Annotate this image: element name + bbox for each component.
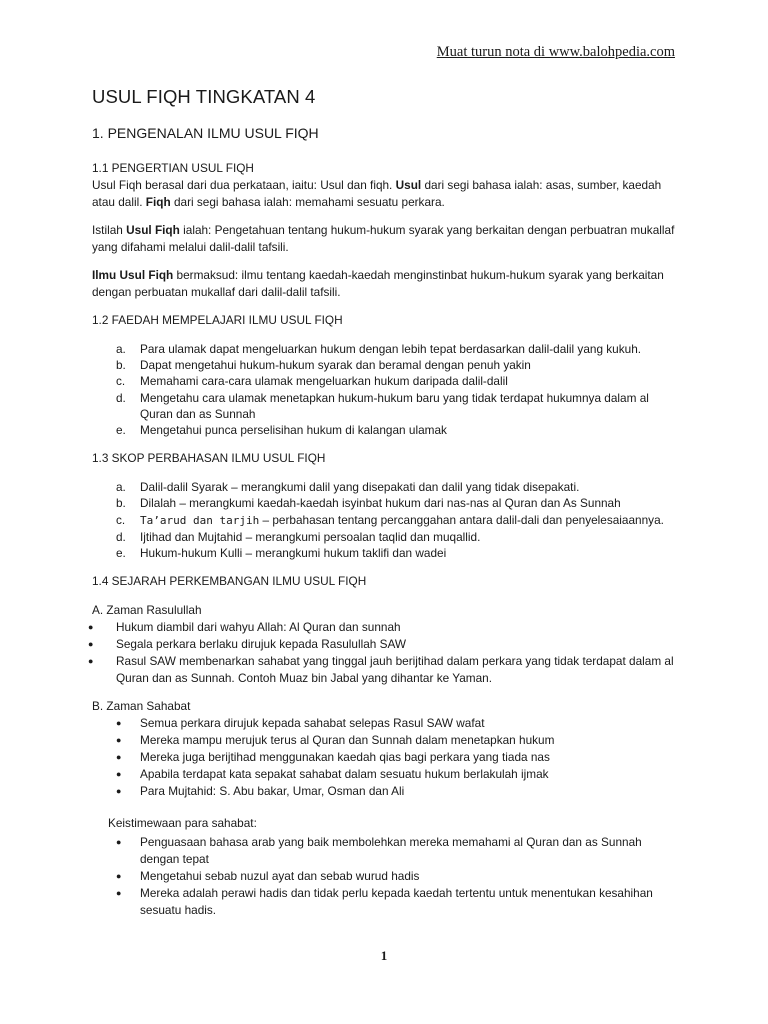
- list-item: [88, 653, 682, 687]
- list-item: [92, 545, 682, 561]
- definition-paragraph-3: [92, 267, 682, 301]
- list-marker: a.: [116, 342, 126, 356]
- subsection-1-2-heading: 1.2 FAEDAH MEMPELAJARI ILMU USUL FIQH: [92, 313, 343, 327]
- list-marker: c.: [116, 374, 126, 389]
- list-marker: b.: [116, 358, 126, 373]
- bold-term-usul-fiqh: Usul Fiqh: [126, 223, 180, 237]
- list-item: [92, 422, 682, 438]
- list-item: [92, 373, 682, 389]
- list-item-text: Para Mujtahid: S. Abu bakar, Umar, Osman dan Ali: [140, 784, 405, 799]
- text-span: Usul Fiqh berasal dari dua perkataan, iaitu: Usul dan fiqh.: [92, 178, 396, 192]
- list-item: [92, 341, 682, 357]
- list-item-text: Rasul SAW membenarkan sahabat yang tinggal jauh berijtihad dalam perkara yang tidak terdapat dalam al Quran dan as Sunnah. Contoh Muaz bin Jabal yang dihantar ke Yaman.: [116, 654, 674, 686]
- list-item: [92, 529, 682, 545]
- list-marker: d.: [116, 390, 126, 405]
- bullet-icon: ●: [116, 888, 122, 899]
- era-rasulullah-title: A. Zaman Rasulullah: [92, 603, 202, 618]
- list-item: [88, 636, 682, 653]
- list-item: [92, 749, 682, 766]
- list-marker: d.: [116, 529, 126, 544]
- bullet-icon: ●: [88, 622, 94, 633]
- text-span: bermaksud: ilmu tentang kaedah-kaedah menginstinbat hukum-hukum syarak yang berkaitan dengan perbuatan mukallaf dari dalil-dalil tafsili.: [92, 268, 664, 299]
- section-1-title: 1. PENGENALAN ILMU USUL FIQH: [92, 125, 319, 141]
- bullet-icon: ●: [116, 837, 122, 848]
- list-item-text: Mengetahui punca perselisihan hukum di kalangan ulamak: [140, 423, 447, 438]
- list-item-text: – perbahasan tentang percanggahan antara dalil-dali dan penyelesaiaannya.: [259, 512, 664, 527]
- list-item: [92, 732, 682, 749]
- bullet-icon: ●: [116, 769, 122, 780]
- bold-term-fiqh: Fiqh: [145, 195, 171, 209]
- special-term: Ta’arud dan tarjih: [140, 513, 260, 527]
- subsection-1-4-heading: 1.4 SEJARAH PERKEMBANGAN ILMU USUL FIQH: [92, 574, 367, 589]
- list-item: [92, 783, 682, 800]
- document-title: USUL FIQH TINGKATAN 4: [92, 86, 316, 107]
- bullet-icon: ●: [88, 656, 94, 667]
- list-item-text: Mereka juga berijtihad menggunakan kaedah qias bagi perkara yang tiada nas: [140, 750, 550, 765]
- bold-term-usul: Usul: [395, 178, 422, 192]
- list-item: [92, 512, 682, 529]
- text-span: Istilah: [92, 223, 127, 237]
- document-body: [88, 86, 682, 930]
- list-item: [92, 715, 682, 732]
- list-marker: b.: [116, 496, 126, 511]
- bullet-icon: ●: [116, 718, 122, 729]
- skop-list: [92, 479, 682, 561]
- era-sahabat-title: B. Zaman Sahabat: [92, 699, 191, 714]
- bullet-icon: ●: [116, 735, 122, 746]
- era-rasulullah-list: [88, 619, 682, 687]
- list-item: [92, 834, 682, 868]
- list-item-text: Hukum diambil dari wahyu Allah: Al Quran dan sunnah: [116, 620, 401, 635]
- website-link[interactable]: Muat turun nota di www.balohpedia.com: [436, 44, 675, 60]
- keistimewaan-list: [92, 834, 682, 919]
- list-marker: e.: [116, 423, 126, 438]
- bullet-icon: ●: [116, 871, 122, 882]
- faedah-list: [92, 341, 682, 438]
- list-item: [92, 357, 682, 373]
- subsection-1-1-heading: 1.1 PENGERTIAN USUL FIQH: [92, 161, 254, 175]
- list-item-text: Para ulamak dapat mengeluarkan hukum dengan lebih tepat berdasarkan dalil-dalil yang kukuh.: [140, 342, 642, 356]
- list-item: [88, 619, 682, 636]
- bullet-icon: ●: [116, 752, 122, 763]
- list-item-text: Ijtihad dan Mujtahid – merangkumi persoalan taqlid dan muqallid.: [140, 529, 481, 544]
- list-item-text: Penguasaan bahasa arab yang baik membolehkan mereka memahami al Quran dan as Sunnah dengan tepat: [140, 835, 642, 867]
- list-item: [92, 868, 682, 885]
- list-item: [92, 885, 682, 919]
- era-sahabat-list: [92, 715, 682, 800]
- list-item-text: Dapat mengetahui hukum-hukum syarak dan beramal dengan penuh yakin: [140, 358, 531, 373]
- list-item-text: Segala perkara berlaku dirujuk kepada Rasulullah SAW: [116, 637, 407, 652]
- definition-paragraph-2: [92, 222, 682, 256]
- list-marker: a.: [116, 480, 126, 495]
- definition-paragraph-1: [92, 177, 682, 211]
- list-item-text: Mengetahu cara ulamak menetapkan hukum-hukum baru yang tidak terdapat hukumnya dalam al Quran dan as Sunnah: [140, 390, 649, 421]
- list-marker: e.: [116, 546, 126, 561]
- list-item: [92, 390, 682, 422]
- subsection-1-3-heading: 1.3 SKOP PERBAHASAN ILMU USUL FIQH: [92, 451, 326, 466]
- list-item: [92, 766, 682, 783]
- list-item-text: Hukum-hukum Kulli – merangkumi hukum taklifi dan wadei: [140, 546, 447, 561]
- list-item-text: Mereka adalah perawi hadis dan tidak perlu kepada kaedah tertentu untuk menentukan kesahihan sesuatu hadis.: [140, 886, 653, 918]
- bullet-icon: ●: [116, 786, 122, 797]
- bullet-icon: ●: [88, 639, 94, 650]
- text-span: ialah: Pengetahuan tentang hukum-hukum syarak yang berkaitan dengan perbuatran mukallaf yang difahami melalui dalil-dalil tafsili.: [92, 223, 675, 254]
- list-item-text: Mengetahui sebab nuzul ayat dan sebab wurud hadis: [140, 869, 420, 884]
- page-number: 1: [380, 948, 388, 963]
- list-item-text: Apabila terdapat kata sepakat sahabat dalam sesuatu hukum berlakulah ijmak: [140, 767, 549, 782]
- list-item: [92, 479, 682, 495]
- list-item-text: Memahami cara-cara ulamak mengeluarkan hukum daripada dalil-dalil: [140, 374, 508, 389]
- list-item-text: Dalil-dalil Syarak – merangkumi dalil yang disepakati dan dalil yang tidak disepakati.: [140, 480, 580, 495]
- bold-term-ilmu-usul-fiqh: Ilmu Usul Fiqh: [92, 268, 174, 282]
- text-span: dari segi bahasa ialah: asas, sumber, kaedah atau dalil.: [92, 178, 662, 209]
- list-item-text: Mereka mampu merujuk terus al Quran dan Sunnah dalam menetapkan hukum: [140, 733, 555, 748]
- list-item: [92, 495, 682, 511]
- list-item-text: Semua perkara dirujuk kepada sahabat selepas Rasul SAW wafat: [140, 716, 485, 731]
- text-span: dari segi bahasa ialah: memahami sesuatu perkara.: [170, 195, 445, 209]
- keistimewaan-title: Keistimewaan para sahabat:: [108, 816, 257, 831]
- list-item-text: Dilalah – merangkumi kaedah-kaedah isyinbat hukum dari nas-nas al Quran dan As Sunnah: [140, 496, 621, 511]
- list-marker: c.: [116, 512, 126, 527]
